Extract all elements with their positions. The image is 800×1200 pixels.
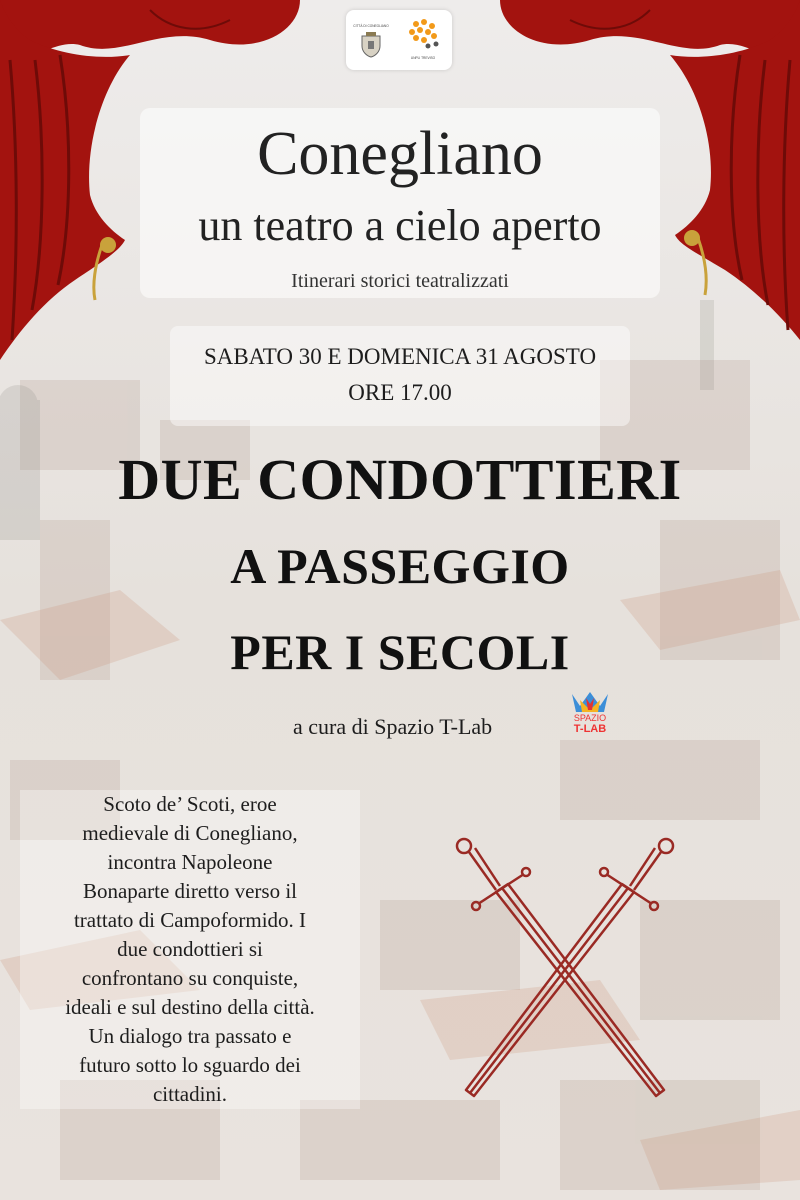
city-crest-icon (360, 32, 382, 58)
description-line: Un dialogo tra passato e (88, 1024, 292, 1048)
description-line: confrontano su conquiste, (81, 966, 299, 990)
description-line: futuro sotto lo sguardo dei (79, 1053, 301, 1077)
event-title: Conegliano (257, 120, 543, 188)
unpli-mark-icon (406, 18, 444, 58)
event-time: ORE 17.00 (348, 380, 452, 405)
event-description (20, 790, 360, 1109)
unpli-logo-caption: UNPLI TREVISO (410, 56, 436, 60)
description-line: due condottieri si (117, 937, 263, 961)
tlab-logo-line-1: SPAZIO (573, 713, 607, 723)
description-line: ideali e sul destino della città. (65, 995, 315, 1019)
credit-text: a cura di Spazio T-Lab (293, 714, 493, 739)
description-line: incontra Napoleone (107, 850, 273, 874)
dates-panel (170, 326, 630, 426)
description-line: Bonaparte diretto verso il (82, 879, 298, 903)
sponsor-logos (346, 10, 452, 70)
city-logo-caption: CITTÀ DI CONEGLIANO (353, 24, 389, 28)
headline-line-2: A PASSEGGIO (230, 538, 570, 594)
event-subtitle: un teatro a cielo aperto (198, 201, 602, 250)
headline-line-1: DUE CONDOTTIERI (118, 447, 682, 512)
description-line: cittadini. (152, 1082, 228, 1106)
tlab-logo-line-2: T-LAB (573, 723, 607, 735)
description-line: medievale di Conegliano, (82, 821, 298, 845)
headline-line-3: PER I SECOLI (230, 624, 570, 680)
event-tagline: Itinerari storici teatralizzati (291, 270, 509, 292)
description-line: trattato di Campoformido. I (73, 908, 307, 932)
description-line: Scoto de’ Scoti, eroe (103, 792, 277, 816)
event-dates: SABATO 30 E DOMENICA 31 AGOSTO (203, 344, 597, 369)
crossed-swords-icon (450, 830, 680, 1110)
